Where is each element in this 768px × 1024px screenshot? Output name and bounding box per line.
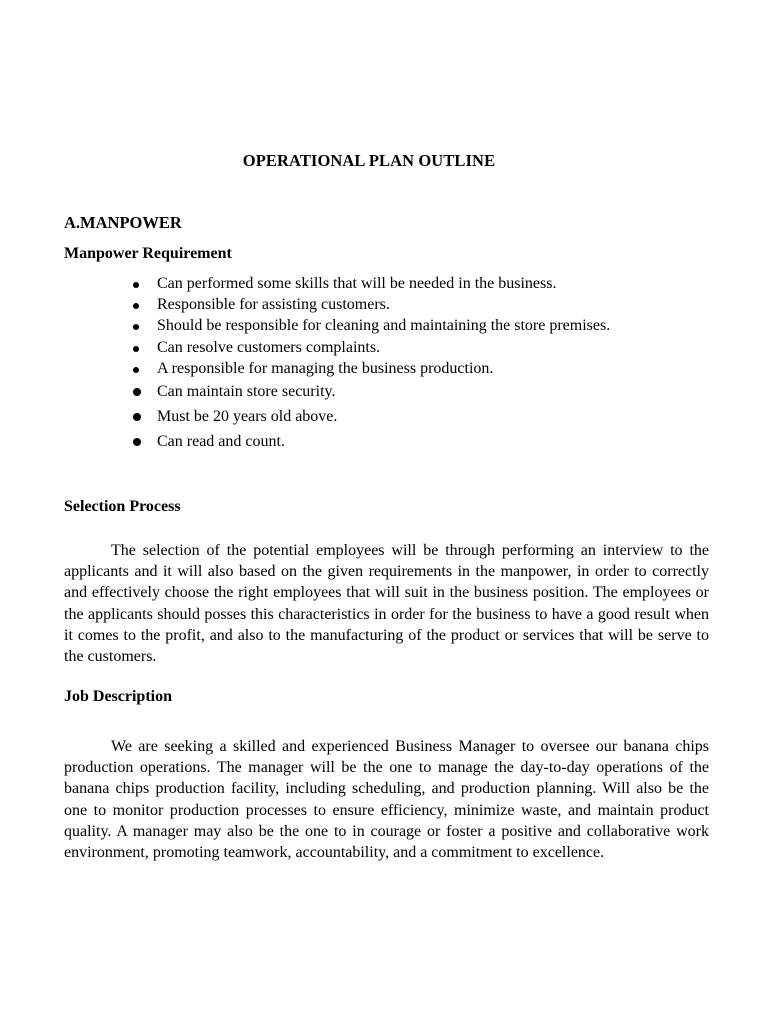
list-item bbox=[133, 383, 610, 408]
list-item-text: Responsible for assisting customers. bbox=[157, 296, 390, 314]
bullet-icon bbox=[133, 346, 139, 352]
job-description-heading: Job Description bbox=[64, 688, 172, 705]
list-item bbox=[133, 275, 610, 296]
list-item bbox=[133, 317, 610, 338]
selection-process-paragraph: The selection of the potential employees will be through performing an interview to the applicants and it will also based on the given requirements in the manpower, in order to correctly and effectively choose the right employees that will suit in the business position. The employees or the applicants should posses this characteristics in order for the business to have a good result when it comes to the profit, and also to the manufacturing of the product or services that will be serve to the customers. bbox=[64, 542, 709, 666]
document-title: OPERATIONAL PLAN OUTLINE bbox=[242, 151, 496, 170]
list-item-text: Can read and count. bbox=[157, 432, 285, 450]
bullet-icon bbox=[133, 367, 139, 373]
list-item bbox=[133, 360, 610, 383]
list-item-text: Can maintain store security. bbox=[157, 382, 336, 400]
bullet-icon bbox=[133, 438, 141, 446]
selection-process-heading: Selection Process bbox=[64, 498, 181, 515]
list-item bbox=[133, 339, 610, 360]
list-item-text: Must be 20 years old above. bbox=[157, 407, 338, 425]
list-item-text: A responsible for managing the business production. bbox=[157, 359, 494, 377]
list-item-text: Should be responsible for cleaning and maintaining the store premises. bbox=[157, 317, 611, 335]
bullet-icon bbox=[133, 388, 141, 396]
list-item-text: Can resolve customers complaints. bbox=[157, 338, 381, 356]
section-heading-manpower: A.MANPOWER bbox=[64, 213, 182, 232]
list-item-text: Can performed some skills that will be needed in the business. bbox=[157, 275, 557, 292]
list-item bbox=[133, 296, 610, 317]
list-item bbox=[133, 408, 610, 433]
bullet-icon bbox=[133, 282, 139, 288]
bullet-icon bbox=[133, 413, 141, 421]
manpower-requirement-heading: Manpower Requirement bbox=[64, 245, 232, 262]
manpower-requirement-list bbox=[133, 275, 610, 455]
bullet-icon bbox=[133, 303, 139, 309]
list-item bbox=[133, 433, 610, 455]
job-description-paragraph: We are seeking a skilled and experienced Business Manager to oversee our banana chips production operations. The manager will be the one to manage the day-to-day operations of the banana chips production facility, including scheduling, and production planning. Will also be the one to monitor production processes to ensure efficiency, minimize waste, and maintain product quality. A manager may also be the one to in courage or foster a positive and collaborative work environment, promoting teamwork, accountability, and a commitment to excellence. bbox=[64, 738, 709, 862]
bullet-icon bbox=[133, 324, 139, 330]
